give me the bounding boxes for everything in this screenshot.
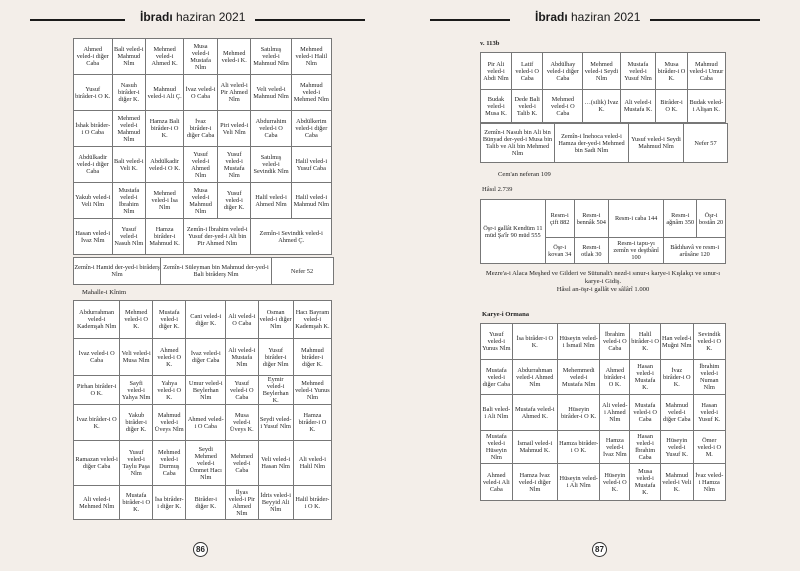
table-row: [74, 486, 332, 520]
land-entry: Zemîn-i Süleyman bin Mahmud der-yed-i Bali birâderş Nlm: [163, 264, 269, 278]
table-cell: Birâder-i diğer K.: [186, 486, 226, 520]
table-row: [481, 324, 726, 360]
table-cell: Ali veled-i O Caba: [226, 301, 258, 339]
table-cell: Veli veled-i Musa Nlm: [120, 339, 153, 376]
table-row: [74, 111, 332, 147]
table-cell: Mehmed veled-i Ahmed K.: [146, 39, 184, 75]
table-cell: Satılmış veled-i Mahmud Nlm: [251, 39, 291, 75]
table-cell: İshak birâder-i O Caba: [74, 111, 113, 147]
table-cell: Sayfi veled-i Yahya Nlm: [120, 376, 153, 405]
table-cell: Mahmud veled-i Üveys Nlm: [153, 405, 186, 441]
table-cell: Hamza birâder-i O K.: [293, 405, 331, 441]
table-row: [74, 441, 332, 486]
table-cell: Musa birâder-i O K.: [656, 53, 687, 90]
table-cell: …(silik) İvaz K.: [583, 90, 620, 123]
table-row: [481, 200, 726, 238]
table-cell: Pir Ali veled-i Abdi Nlm: [481, 53, 512, 90]
table-cell: Ali veled-i Mehmed Nlm: [74, 486, 120, 520]
table-cell: Mustafa veled-i İbrahim Nlm: [112, 183, 146, 219]
table-cell: Bali veled-i Veli K.: [112, 147, 146, 183]
table-cell: Nasuh birâder-i diğer K.: [112, 75, 146, 111]
table-cell: İvaz birâder-i O K.: [74, 405, 120, 441]
tax-cell: Resm-i ağnâm 350: [664, 200, 697, 238]
header-brand: İbradı: [535, 10, 568, 24]
table-cell: İvaz veled-i Hamza Nlm: [693, 464, 725, 501]
table-cell: Yusuf veled-i Yunus Nlm: [481, 324, 513, 360]
table-row: [74, 219, 332, 255]
table-cell: Halil birâder-i O K.: [630, 324, 661, 360]
table-cell: Ahmed veled-i diğer Caba: [74, 39, 113, 75]
table-cell: Mahmud veled-i diğer Caba: [661, 395, 694, 431]
table-cell: Hacı Bayram veled-i Kademşah K.: [293, 301, 331, 339]
table-cell: İsa birâder-i O K.: [512, 324, 557, 360]
table-cell: Hamza İvaz veled-i diğer Nlm: [512, 464, 557, 501]
household-table-2: [73, 300, 332, 520]
table-row: [481, 431, 726, 464]
header-brand: İbradı: [140, 10, 173, 24]
table-cell: İdris veled-i Beyyid Ali Nlm: [258, 486, 293, 520]
table-cell: Mahmud veled-i Veli K.: [661, 464, 694, 501]
table-cell: İvaz birâder-i diğer Caba: [184, 111, 218, 147]
table-cell: Mehmed veled-i K.: [218, 39, 251, 75]
tax-cell: Öşr-i bostân 20: [697, 200, 726, 238]
table-cell: Mehmed veled-i Yunus Nlm: [293, 376, 331, 405]
table-cell: Yusuf veled-i Taylu Paşa Nlm: [120, 441, 153, 486]
table-cell: Budak veled-i Alişan K.: [687, 90, 725, 123]
table-cell: Mehmed veled-i O K.: [120, 301, 153, 339]
header-rule-left: [30, 19, 125, 21]
table-cell: Ahmed veled-i O Caba: [186, 405, 226, 441]
folio-label: v. 113b: [480, 40, 500, 47]
tax-cell: Resm-i bennâk 504: [574, 200, 608, 238]
table-cell: Ömer veled-i O M.: [693, 431, 725, 464]
table-row: [481, 395, 726, 431]
table-row: [74, 75, 332, 111]
right-header: [535, 10, 640, 26]
table-cell: Umur veled-i Beylerhan Nlm: [186, 376, 226, 405]
table-cell: Abdurrahman veled-i Kademşah Nlm: [74, 301, 120, 339]
nefer-count: Nefer 52: [290, 267, 314, 275]
table-cell: İsmail veled-i Mahmud K.: [512, 431, 557, 464]
table-cell: Hamza birâder-i Mahmud K.: [146, 219, 184, 255]
table-row: [74, 376, 332, 405]
header-rule-left: [430, 19, 510, 21]
village-title: Karye-i Ormana: [482, 311, 530, 318]
table-cell: İbrahim veled-i Numan Nlm: [693, 360, 725, 395]
table-cell: Ahmed birâder-i O K.: [600, 360, 630, 395]
header-date: haziran 2021: [172, 10, 246, 24]
tax-table: [480, 199, 726, 264]
table-cell: Mehmed veled-i O Caba: [543, 90, 583, 123]
table-cell: Yakub veled-i Veli Nlm: [74, 183, 113, 219]
table-cell: Hamza Bali birâder-i O K.: [146, 111, 184, 147]
table-cell: Mustafa veled-i Yusuf Nlm: [620, 53, 656, 90]
table-cell: Yusuf veled-i Nasuh Nlm: [112, 219, 146, 255]
table-cell: Hüseyin veled-i O K.: [600, 464, 630, 501]
table-cell: Abdülhay veled-i diğer Caba: [543, 53, 583, 90]
table-cell: Ali veled-i Mustafa Nlm: [226, 339, 258, 376]
total-revenue: Hâsıl 2.739: [482, 186, 513, 193]
tax-cell: Resm-i tapu-yı zemîn ve deştbânî 100: [608, 238, 663, 264]
table-cell: Dede Bali veled-i Talib K.: [511, 90, 542, 123]
table-cell: Abdülkadir veled-i diğer Caba: [74, 147, 113, 183]
section-label: Mahalle-i Kînim: [82, 289, 127, 296]
table-cell: Ahmed veled-i Ali Caba: [481, 464, 513, 501]
table-row: [74, 339, 332, 376]
table-cell: Yahya veled-i O K.: [153, 376, 186, 405]
table-cell: Budak veled-i Musa K.: [481, 90, 512, 123]
table-row: [74, 39, 332, 75]
table-cell: Mustafa veled-i diğer Caba: [481, 360, 513, 395]
table-cell: Seydi Mehmed veled-i Ümmet Hacı Nlm: [186, 441, 226, 486]
table-cell: İbrahim veled-i O Caba: [600, 324, 630, 360]
table-cell: Seydi veled-i Yusuf Nlm: [258, 405, 293, 441]
table-cell: Halil veled-i Yusuf Caba: [291, 147, 331, 183]
left-header: [140, 10, 245, 26]
table-cell: Veli veled-i Hasan Nlm: [258, 441, 293, 486]
table-row: [481, 53, 726, 90]
household-table-3: [480, 52, 726, 123]
table-cell: Abdurrahman veled-i Ahmed Nlm: [512, 360, 557, 395]
table-row: [74, 301, 332, 339]
table-row: [74, 147, 332, 183]
table-row: [74, 183, 332, 219]
table-cell: Musa veled-i Mustafa Nlm: [184, 39, 218, 75]
table-cell: İlyas veled-i Pir Ahmed Nlm: [226, 486, 258, 520]
table-cell: Yakub birâder-i diğer K.: [120, 405, 153, 441]
table-cell: Hamza veled-i İvaz Nlm: [600, 431, 630, 464]
table-cell: Osman veled-i diğer Nlm: [258, 301, 293, 339]
table-cell: Mehmed veled-i Durmuş Caba: [153, 441, 186, 486]
table-cell: Musa veled-i Mahmud Nlm: [184, 183, 218, 219]
table-cell: Satılmış veled-i Sevindik Nlm: [251, 147, 291, 183]
table-cell: Musa veled-i Üveys K.: [226, 405, 258, 441]
mezre-note: Mezre'a-i Alaca Meşhed ve Gilderi ve Sütunalt'ı nezd-i sınur-ı karye-i Kışlakçı ve sınur-ı karye-i Gidiş. Hâsıl an-öşr-i gallât ve sâlârî 1.000: [485, 270, 721, 293]
table-cell: Han veled-i Muğni Nlm: [661, 324, 694, 360]
land-bar-1: [73, 257, 334, 285]
tax-cell: Resm-i çift 882: [545, 200, 574, 238]
table-cell: Mahmud veled-i Mehmed Nlm: [291, 75, 331, 111]
land-entry: Zemîn-i Nasuh bin Ali bin Bünyad der-yed-i Musa bin Talib ve Ali bin Mehmed Nlm: [482, 129, 553, 157]
table-cell: Yusuf birâder-i diğer Nlm: [258, 339, 293, 376]
table-cell: Mehmed veled-i Mahmud Nlm: [112, 111, 146, 147]
land-entry: Zemîn-i Hamid der-yed-i birâderş Nlm: [74, 264, 160, 278]
table-cell: Hasan veled-i İvaz Nlm: [74, 219, 113, 255]
table-cell: Ali veled-i Pir Ahmed Nlm: [218, 75, 251, 111]
table-cell: Sevindik veled-i O K.: [693, 324, 725, 360]
tax-cell: Öşr-i gallât Kendüm 11 müd Şa'îr 90 müd 555: [481, 200, 546, 264]
page-number: 86: [193, 542, 208, 557]
table-cell: Hüseyin veled-i İsmail Nlm: [557, 324, 599, 360]
table-cell: Halil birâder-i O K.: [293, 486, 331, 520]
table-cell: Mehemmedi veled-i Mustafa Nlm: [557, 360, 599, 395]
table-cell: Zemîn-i Sevindik veled-i Ahmed Ç.: [251, 219, 332, 255]
table-cell: Mehmed veled-i Halil Nlm: [291, 39, 331, 75]
table-cell: Yusuf veled-i Mustafa Nlm: [218, 147, 251, 183]
table-cell: Halil veled-i Ahmed Nlm: [251, 183, 291, 219]
table-cell: Ali veled-i Halil Nlm: [293, 441, 331, 486]
table-cell: İvaz birâder-i O K.: [661, 360, 694, 395]
table-cell: Yusuf veled-i O Caba: [226, 376, 258, 405]
table-row: [481, 90, 726, 123]
table-cell: Hamza birâder-i O K.: [557, 431, 599, 464]
table-cell: Mahmud veled-i Umur Caba: [687, 53, 725, 90]
table-cell: Mustafa veled-i diğer K.: [153, 301, 186, 339]
table-cell: İsa birâder-i diğer K.: [153, 486, 186, 520]
table-cell: Hüseyin veled-i Yusuf K.: [661, 431, 694, 464]
header-rule-right: [650, 19, 760, 21]
land-entry: Zemîn-i İnehoca veled-i Hamza der-yed-i Mehmed bin Sadi Nlm: [558, 132, 625, 154]
table-cell: Cani veled-i diğer K.: [186, 301, 226, 339]
tax-cell: Resm-i otlak 30: [574, 238, 608, 264]
table-cell: Mehmed veled-i Seydi Nlm: [583, 53, 620, 90]
table-cell: Mustafa veled-i Ahmed K.: [512, 395, 557, 431]
tax-cell: Resm-i caba 144: [608, 200, 663, 238]
household-table-1: [73, 38, 332, 255]
table-row: [481, 360, 726, 395]
table-cell: Yusuf veled-i Ahmed Nlm: [184, 147, 218, 183]
nefer-count: Nefer 57: [694, 139, 717, 147]
right-page: [400, 0, 800, 571]
table-cell: Bali veled-i Mahmud Nlm: [112, 39, 146, 75]
table-row: [481, 464, 726, 501]
tax-cell: Öşr-i kovan 34: [545, 238, 574, 264]
table-cell: Abdülkerim veled-i diğer Caba: [291, 111, 331, 147]
table-cell: Ramazan veled-i diğer Caba: [74, 441, 120, 486]
table-cell: Hasan veled-i Mustafa K.: [630, 360, 661, 395]
household-table-4: [480, 323, 726, 501]
table-cell: Piri veled-i Veli Nlm: [218, 111, 251, 147]
table-cell: Ali veled-i Mustafa K.: [620, 90, 656, 123]
table-cell: Zemîn-i İbrahim veled-i Yusuf der-yed-i Ali bin Pir Ahmed Nlm: [184, 219, 251, 255]
table-cell: İvaz veled-i diğer Caba: [186, 339, 226, 376]
header-rule-right: [255, 19, 365, 21]
table-cell: İvaz veled-i O Caba: [184, 75, 218, 111]
table-cell: Bali veled-i Ali Nlm: [481, 395, 513, 431]
table-cell: Mehmed veled-i İsa Nlm: [146, 183, 184, 219]
table-cell: Mahmud birâder-i diğer K.: [293, 339, 331, 376]
table-cell: Hasan veled-i İbrahim Caba: [630, 431, 661, 464]
table-cell: Mustafa veled-i Hüseyin Nlm: [481, 431, 513, 464]
total-households: Cem'an neferan 109: [498, 171, 551, 178]
table-row: [74, 405, 332, 441]
table-cell: Mustafa birâder-i O K.: [120, 486, 153, 520]
table-cell: Hüseyin veled-i Ali Nlm: [557, 464, 599, 501]
table-cell: Hüseyin birâder-i O K.: [557, 395, 599, 431]
table-cell: İvaz veled-i O Caba: [74, 339, 120, 376]
table-cell: Mahmud veled-i Ali Ç.: [146, 75, 184, 111]
table-cell: Veli veled-i Mahmud Nlm: [251, 75, 291, 111]
table-cell: Eymir veled-i Beylerhan K.: [258, 376, 293, 405]
table-cell: Ahmed veled-i O K.: [153, 339, 186, 376]
table-cell: Ali veled-i Ahmed Nlm: [600, 395, 630, 431]
table-cell: Yusuf birâder-i O K.: [74, 75, 113, 111]
table-cell: Pirhan birâder-i O K.: [74, 376, 120, 405]
table-cell: Latif veled-i O Caba: [511, 53, 542, 90]
land-entry: Yusuf veled-i Seydi Mahmud Nlm: [631, 136, 681, 150]
table-cell: Abdülkadir veled-i O K.: [146, 147, 184, 183]
table-cell: Mehmed veled-i Caba: [226, 441, 258, 486]
page-number: 87: [592, 542, 607, 557]
tax-cell: Bâdıhavâ ve resm-i arûsâne 120: [664, 238, 726, 264]
table-cell: Musa veled-i Mustafa K.: [630, 464, 661, 501]
table-cell: Mustafa veled-i O Caba: [630, 395, 661, 431]
table-cell: Birâder-i O K.: [656, 90, 687, 123]
table-cell: Halil veled-i Mahmud Nlm: [291, 183, 331, 219]
table-cell: Abdurrahim veled-i O Caba: [251, 111, 291, 147]
header-date: haziran 2021: [567, 10, 641, 24]
table-cell: Yusuf veled-i diğer K.: [218, 183, 251, 219]
table-cell: Hasan veled-i Yusuf K.: [693, 395, 725, 431]
land-bar-2: [480, 123, 728, 163]
